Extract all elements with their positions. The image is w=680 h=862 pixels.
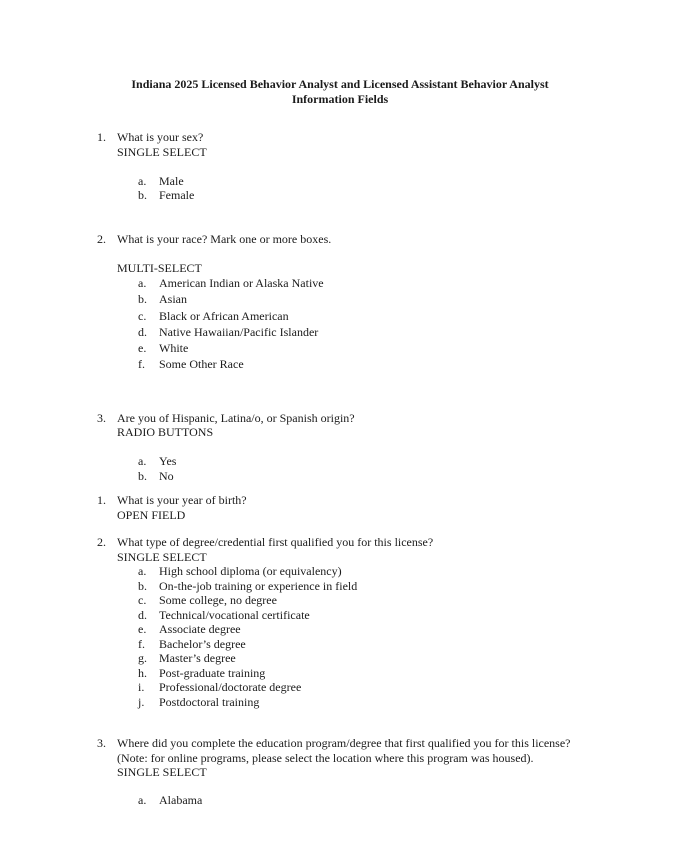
question-degree-type xyxy=(0,535,680,709)
option-row xyxy=(0,793,680,808)
question-line xyxy=(0,232,680,247)
question-line xyxy=(0,411,680,426)
option-letter: a. xyxy=(138,173,147,188)
question-sex xyxy=(0,130,680,203)
option-letter: b. xyxy=(138,292,147,307)
question-text: Are you of Hispanic, Latina/o, or Spanish origin? xyxy=(117,410,355,425)
blank-line xyxy=(0,440,680,455)
option-letter: a. xyxy=(138,276,147,290)
option-row xyxy=(0,651,680,666)
input-type-label: MULTI-SELECT xyxy=(117,260,202,275)
option-letter: i. xyxy=(138,680,145,695)
option-label: Some Other Race xyxy=(159,357,244,372)
option-label: American Indian or Alaska Native xyxy=(159,276,324,290)
option-label: Some college, no degree xyxy=(159,593,277,608)
option-row xyxy=(0,469,680,484)
option-row xyxy=(0,188,680,203)
option-row xyxy=(0,608,680,623)
option-row xyxy=(0,622,680,637)
option-letter: g. xyxy=(138,651,147,666)
question-number: 1. xyxy=(97,493,106,508)
option-letter: a. xyxy=(138,792,147,807)
option-label: White xyxy=(159,341,189,356)
option-letter: e. xyxy=(138,622,147,637)
input-type-label: RADIO BUTTONS xyxy=(117,425,214,440)
option-row xyxy=(0,174,680,189)
option-letter: b. xyxy=(138,578,147,593)
option-letter: d. xyxy=(138,324,147,339)
question-birth-year xyxy=(0,493,680,522)
option-letter: d. xyxy=(138,607,147,622)
option-letter: f. xyxy=(138,357,145,372)
option-label: Male xyxy=(159,173,184,188)
question-number: 1. xyxy=(97,130,106,144)
option-letter: j. xyxy=(138,694,145,709)
option-row xyxy=(0,308,680,324)
question-line xyxy=(0,535,680,550)
document-title-line-2: Information Fields xyxy=(291,92,389,106)
question-number: 3. xyxy=(97,410,106,425)
option-label: Master’s degree xyxy=(159,651,236,666)
option-letter: f. xyxy=(138,636,145,651)
option-label: Alabama xyxy=(159,792,203,807)
option-label: Postdoctoral training xyxy=(159,694,260,709)
question-text: What is your race? Mark one or more boxes. xyxy=(117,231,332,246)
option-letter: b. xyxy=(138,468,147,483)
option-letter: c. xyxy=(138,308,147,323)
question-number: 3. xyxy=(97,736,106,751)
question-number: 2. xyxy=(97,231,106,246)
option-label: Asian xyxy=(159,292,187,307)
option-row xyxy=(0,593,680,608)
blank-line xyxy=(0,246,680,261)
option-row xyxy=(0,275,680,291)
question-text: What is your year of birth? xyxy=(117,493,247,508)
option-label: Technical/vocational certificate xyxy=(159,607,310,622)
question-race xyxy=(0,232,680,373)
option-label: Black or African American xyxy=(159,308,289,323)
option-row xyxy=(0,579,680,594)
option-letter: b. xyxy=(138,188,147,202)
option-label: Yes xyxy=(159,454,177,469)
input-type-label: OPEN FIELD xyxy=(117,507,186,522)
option-row xyxy=(0,340,680,356)
option-label: On-the-job training or experience in field xyxy=(159,578,358,593)
option-letter: h. xyxy=(138,665,147,680)
question-text: What type of degree/credential first qualified you for this license? xyxy=(117,535,434,550)
option-row xyxy=(0,666,680,681)
option-row xyxy=(0,637,680,652)
question-hispanic-origin xyxy=(0,411,680,484)
document-title xyxy=(0,77,680,107)
option-row xyxy=(0,356,680,372)
option-label: Bachelor’s degree xyxy=(159,636,246,651)
document-title-line-1: Indiana 2025 Licensed Behavior Analyst and Licensed Assistant Behavior Analyst xyxy=(131,77,549,91)
question-line xyxy=(0,130,680,145)
option-label: High school diploma (or equivalency) xyxy=(159,564,342,579)
input-type-label: SINGLE SELECT xyxy=(117,144,207,159)
question-number: 2. xyxy=(97,535,106,550)
blank-line xyxy=(0,159,680,174)
option-letter: a. xyxy=(138,454,147,469)
blank-line xyxy=(0,780,680,793)
option-row xyxy=(0,680,680,695)
option-label: Post-graduate training xyxy=(159,665,266,680)
option-letter: a. xyxy=(138,564,147,579)
option-row xyxy=(0,324,680,340)
option-label: Native Hawaiian/Pacific Islander xyxy=(159,324,319,339)
option-row xyxy=(0,564,680,579)
option-letter: e. xyxy=(138,341,147,356)
option-letter: c. xyxy=(138,593,147,608)
question-line xyxy=(0,736,680,751)
option-row xyxy=(0,695,680,710)
question-line xyxy=(0,493,680,508)
question-education-location xyxy=(0,736,680,807)
option-row xyxy=(0,454,680,469)
question-text: What is your sex? xyxy=(117,130,204,144)
input-type-label: SINGLE SELECT xyxy=(117,549,207,564)
option-label: Female xyxy=(159,188,195,202)
input-type-label: SINGLE SELECT xyxy=(117,765,207,780)
question-note: (Note: for online programs, please select the location where this program was housed). xyxy=(117,750,534,765)
option-row xyxy=(0,291,680,307)
option-label: No xyxy=(159,468,174,483)
option-label: Professional/doctorate degree xyxy=(159,680,302,695)
option-label: Associate degree xyxy=(159,622,241,637)
question-text: Where did you complete the education program/degree that first qualified you for this license? xyxy=(117,736,571,751)
